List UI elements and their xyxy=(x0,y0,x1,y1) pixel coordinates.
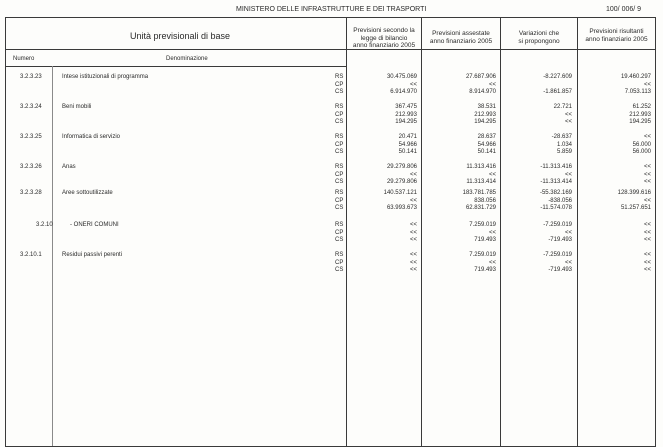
cell-assestate: 183.781.785 xyxy=(462,190,496,196)
cell-risultanti: 56.000 xyxy=(632,141,651,148)
column-header-denominazione: Denominazione xyxy=(166,56,208,62)
row-code: CP xyxy=(335,111,344,118)
cell-assestate: 28.637 xyxy=(477,134,496,140)
row-code: CP xyxy=(335,81,344,88)
cell-assestate: << xyxy=(488,81,496,88)
cell-variazioni: 1.034 xyxy=(556,141,572,148)
cell-assestate: 11.313.414 xyxy=(466,179,496,185)
cell-legge: 29.279.806 xyxy=(386,179,417,185)
cell-variazioni: -11.574.078 xyxy=(540,205,572,211)
row-numero: 3.2.10.1 xyxy=(20,252,42,258)
cell-legge: << xyxy=(409,197,417,204)
cell-risultanti: 128.399.616 xyxy=(617,190,651,196)
cell-risultanti: << xyxy=(643,237,651,243)
column-header-prev-risultanti: Previsioni risultanti anno finanziario 2005 xyxy=(585,28,648,43)
cell-assestate: 7.259.019 xyxy=(469,222,496,228)
row-code: CS xyxy=(335,179,344,185)
cell-risultanti: << xyxy=(643,164,651,170)
cell-risultanti: 7.053.113 xyxy=(624,89,651,95)
cell-legge: << xyxy=(409,237,417,243)
row-code: CS xyxy=(335,205,344,211)
cell-risultanti: 194.295 xyxy=(629,119,651,125)
cell-variazioni: -7.259.019 xyxy=(543,252,572,258)
cell-risultanti: << xyxy=(643,222,651,228)
row-numero: 3.2.3.23 xyxy=(20,74,42,80)
row-code: CP xyxy=(335,259,344,266)
row-code: CP xyxy=(335,171,344,178)
row-numero: 3.2.3.24 xyxy=(20,104,42,110)
column-header-numero: Numero xyxy=(13,56,35,62)
cell-variazioni: 22.721 xyxy=(553,104,572,110)
cell-variazioni: -1.861.857 xyxy=(543,89,572,95)
row-code: RS xyxy=(335,104,344,110)
cell-variazioni: -838.056 xyxy=(548,197,572,204)
cell-assestate: 838.056 xyxy=(474,197,496,204)
cell-legge: 367.475 xyxy=(395,104,417,110)
cell-risultanti: << xyxy=(643,267,651,273)
row-code: RS xyxy=(335,134,344,140)
cell-assestate: 62.831.729 xyxy=(465,205,496,211)
row-code: CS xyxy=(335,149,344,155)
cell-variazioni: << xyxy=(564,111,572,118)
cell-variazioni: -719.493 xyxy=(548,267,572,273)
cell-legge: 194.295 xyxy=(395,119,417,125)
row-numero: 3.2.10 xyxy=(36,222,53,228)
column-header-prev-assestate: Previsioni assestate anno finanziario 2005 xyxy=(429,30,493,45)
row-denominazione: Intese istituzionali di programma xyxy=(62,74,149,80)
cell-legge: 54.966 xyxy=(398,141,417,148)
cell-risultanti: 61.252 xyxy=(632,104,651,110)
row-numero: 3.2.3.28 xyxy=(20,190,42,196)
column-header-prev-legge: Previsioni secondo la legge di bilancio anno finanziario 2005 xyxy=(352,27,416,49)
cell-assestate: << xyxy=(488,229,496,236)
column-header-variazioni: Variazioni che si propongono xyxy=(518,30,560,45)
cell-variazioni: << xyxy=(564,171,572,178)
cell-risultanti: 212.993 xyxy=(629,111,651,118)
cell-variazioni: -11.313.414 xyxy=(540,179,572,185)
row-denominazione: Informatica di servizio xyxy=(62,134,121,140)
cell-assestate: 38.531 xyxy=(477,104,496,110)
cell-assestate: << xyxy=(488,171,496,178)
row-numero: 3.2.3.26 xyxy=(20,164,42,170)
row-denominazione: Beni mobili xyxy=(62,104,92,110)
cell-assestate: 719.493 xyxy=(474,267,496,273)
cell-assestate: 7.259.019 xyxy=(469,252,496,258)
row-code: CP xyxy=(335,197,344,204)
row-code: CP xyxy=(335,141,344,148)
group-title: Unità previsionali di base xyxy=(130,31,231,41)
cell-legge: 20.471 xyxy=(398,134,417,140)
cell-legge: << xyxy=(409,267,417,273)
row-code: RS xyxy=(335,252,344,258)
cell-legge: 140.537.121 xyxy=(383,190,417,196)
cell-legge: << xyxy=(409,229,417,236)
cell-risultanti: 19.460.297 xyxy=(620,74,651,80)
cell-variazioni: -719.493 xyxy=(548,237,572,243)
cell-legge: << xyxy=(409,259,417,266)
cell-legge: << xyxy=(409,171,417,178)
cell-variazioni: -7.259.019 xyxy=(543,222,572,228)
cell-risultanti: << xyxy=(643,179,651,185)
cell-assestate: 212.993 xyxy=(474,111,496,118)
cell-assestate: 27.687.906 xyxy=(465,74,496,80)
row-code: CS xyxy=(335,89,344,95)
cell-legge: 6.914.970 xyxy=(390,89,417,95)
cell-assestate: 8.914.970 xyxy=(469,89,496,95)
cell-variazioni: << xyxy=(564,259,572,266)
cell-assestate: 11.313.416 xyxy=(466,164,496,170)
cell-risultanti: << xyxy=(643,229,651,236)
row-denominazione: - ONERI COMUNI xyxy=(70,222,119,228)
cell-risultanti: 56.000 xyxy=(632,149,651,155)
cell-assestate: 54.966 xyxy=(477,141,496,148)
cell-risultanti: << xyxy=(643,259,651,266)
row-denominazione: Anas xyxy=(62,164,76,170)
cell-risultanti: << xyxy=(643,252,651,258)
row-code: CS xyxy=(335,237,344,243)
ministry-header: MINISTERO DELLE INFRASTRUTTURE E DEI TRASPORTI xyxy=(236,6,427,13)
cell-legge: 63.993.673 xyxy=(386,205,417,211)
row-code: RS xyxy=(335,74,344,80)
cell-variazioni: -28.637 xyxy=(551,134,572,140)
cell-assestate: 719.493 xyxy=(474,237,496,243)
row-code: RS xyxy=(335,222,344,228)
row-denominazione: Residui passivi perenti xyxy=(62,252,123,258)
cell-risultanti: << xyxy=(643,197,651,204)
cell-legge: 212.993 xyxy=(395,111,417,118)
row-code: RS xyxy=(335,164,344,170)
cell-legge: 30.475.069 xyxy=(386,74,417,80)
cell-legge: << xyxy=(409,222,417,228)
row-denominazione: Aree sottoutilizzate xyxy=(62,190,113,196)
cell-variazioni: 5.859 xyxy=(556,149,572,155)
cell-risultanti: << xyxy=(643,81,651,88)
cell-variazioni: << xyxy=(564,119,572,125)
cell-variazioni: -11.313.416 xyxy=(540,164,572,170)
cell-legge: 29.279.806 xyxy=(386,164,417,170)
cell-legge: << xyxy=(409,252,417,258)
row-code: CS xyxy=(335,267,344,273)
cell-variazioni: -8.227.609 xyxy=(543,74,572,80)
cell-legge: << xyxy=(409,81,417,88)
cell-assestate: << xyxy=(488,259,496,266)
cell-variazioni: << xyxy=(564,229,572,236)
row-code: CP xyxy=(335,229,344,236)
cell-variazioni: -55.382.169 xyxy=(539,190,572,196)
page-reference: 100/ 006/ 9 xyxy=(606,6,642,13)
cell-risultanti: 51.257.651 xyxy=(620,205,651,211)
row-code: CS xyxy=(335,119,344,125)
row-code: RS xyxy=(335,190,344,196)
cell-risultanti: << xyxy=(643,171,651,178)
cell-assestate: 194.295 xyxy=(474,119,496,125)
cell-assestate: 50.141 xyxy=(477,149,496,155)
cell-legge: 50.141 xyxy=(398,149,417,155)
row-numero: 3.2.3.25 xyxy=(20,134,42,140)
cell-risultanti: << xyxy=(643,134,651,140)
